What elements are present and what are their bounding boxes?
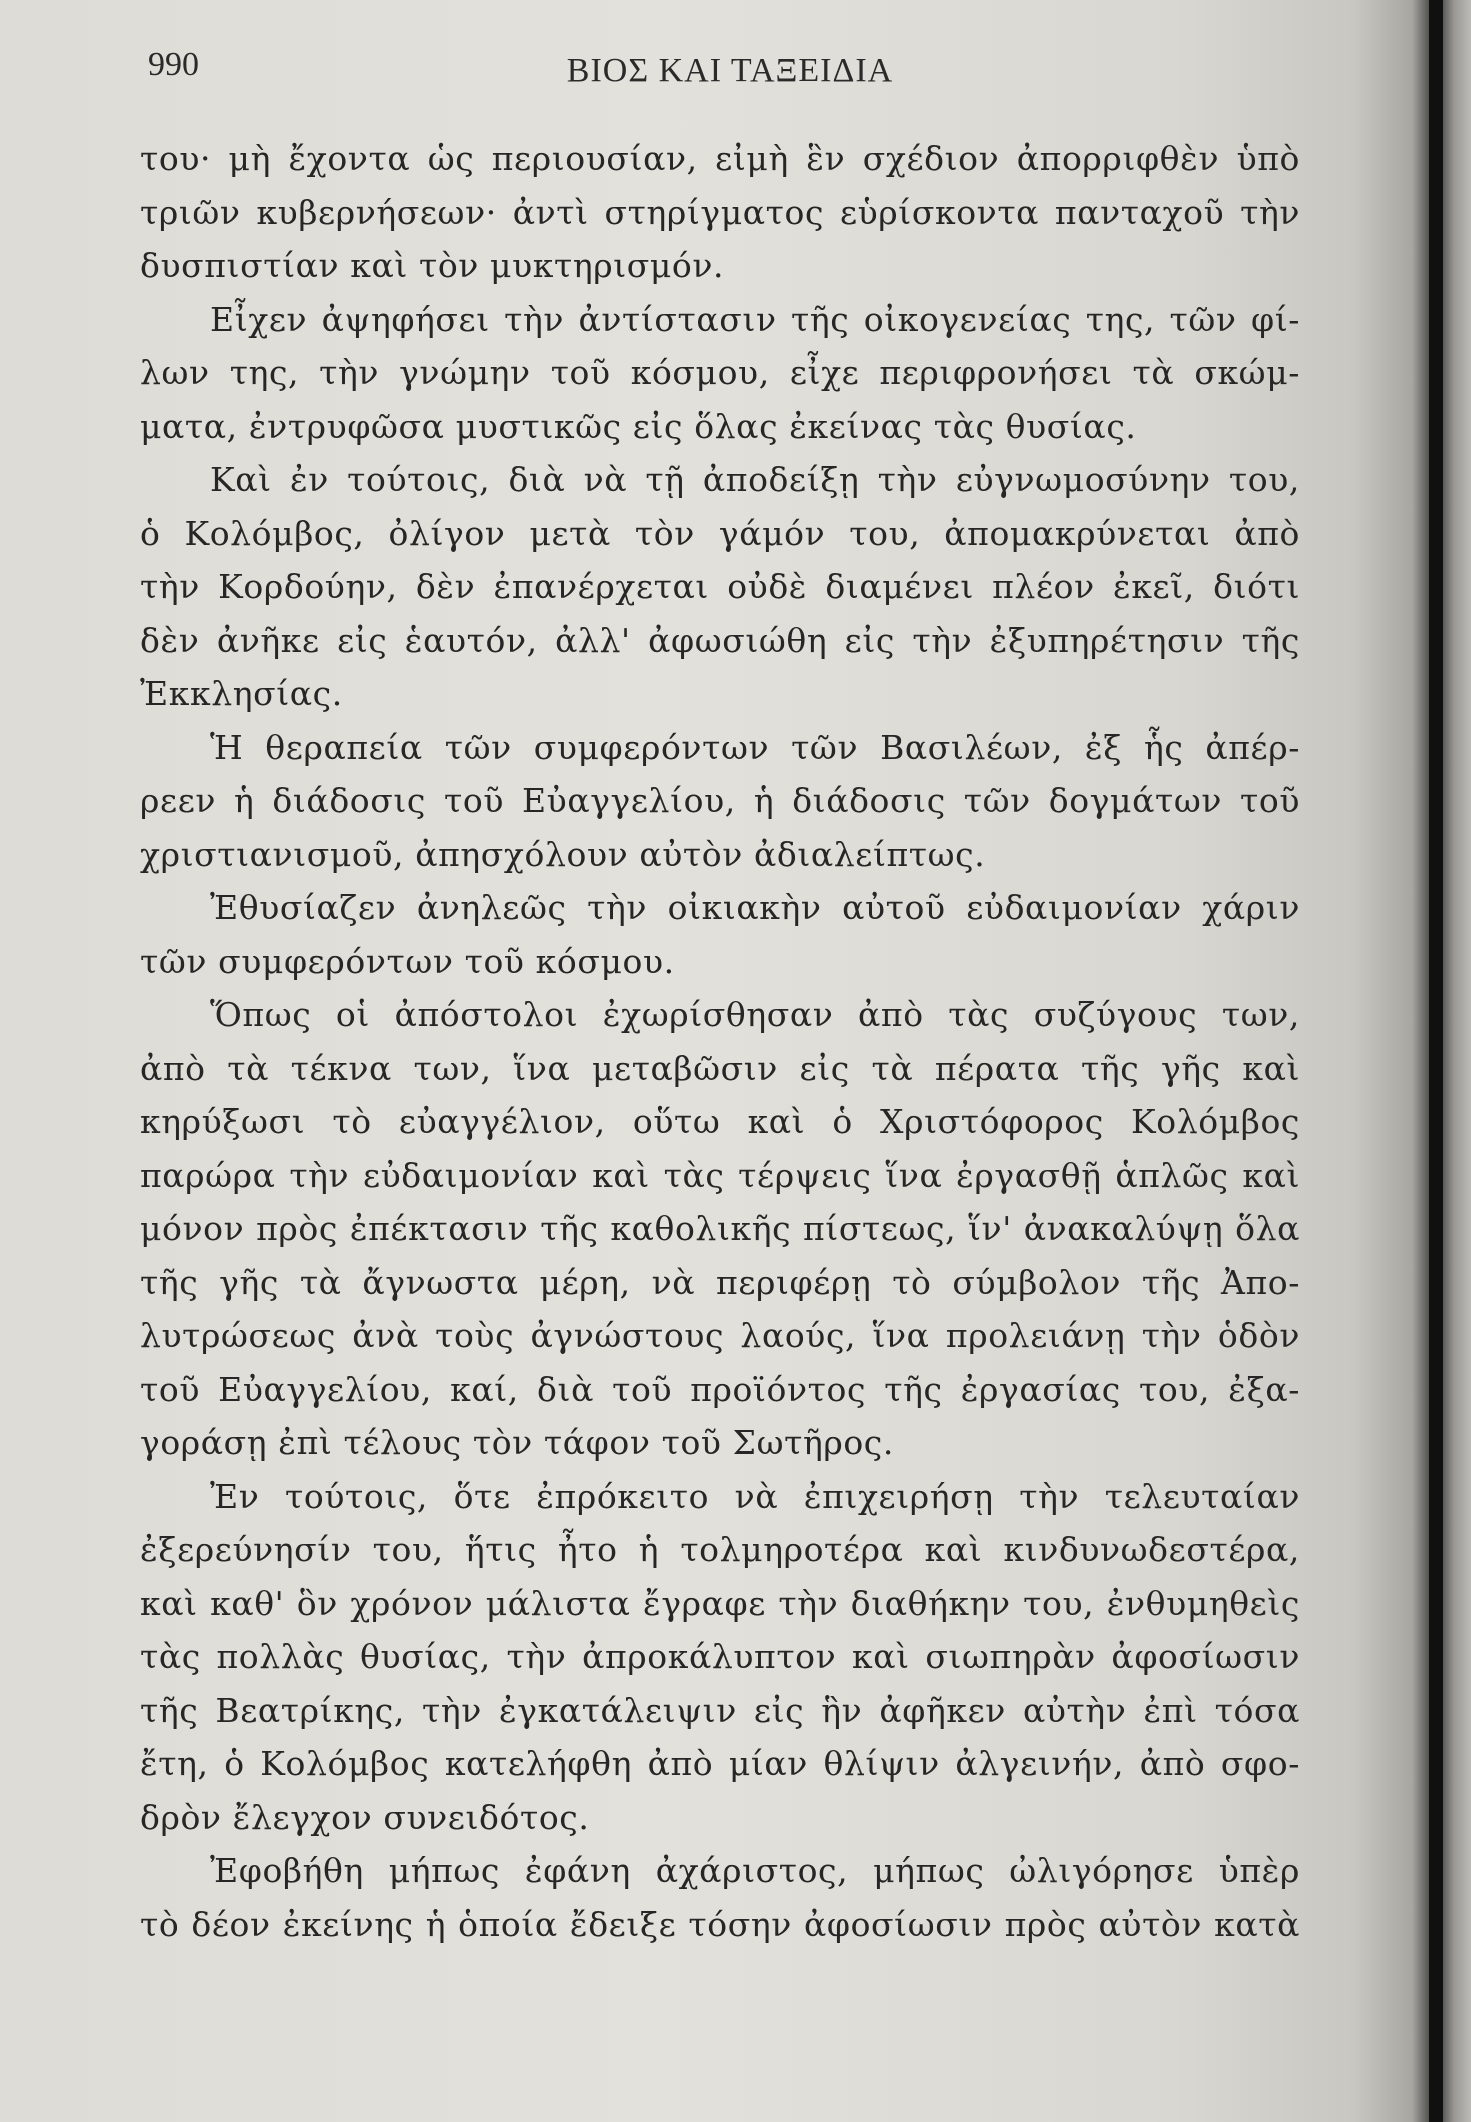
text-line: τὴν Κορδούην, δὲν ἐπανέρχεται οὐδὲ διαμένει πλέον ἐκεῖ, διότι bbox=[140, 567, 1300, 606]
text-line: κηρύξωσι τὸ εὐαγγέλιον, οὕτω καὶ ὁ Χριστόφορος Κολόμβος bbox=[140, 1102, 1300, 1141]
text-line: ἀπὸ τὰ τέκνα των, ἵνα μεταβῶσιν εἰς τὰ πέρατα τῆς γῆς καὶ bbox=[140, 1048, 1300, 1088]
body-text bbox=[140, 132, 1300, 1951]
text-line: λων της, τὴν γνώμην τοῦ κόσμου, εἶχε περιφρονήσει τὰ σκώμ- bbox=[140, 353, 1300, 392]
text-line: Ἐκκλησίας. bbox=[140, 674, 343, 713]
text-line: ρεεν ἡ διάδοσις τοῦ Εὐαγγελίου, ἡ διάδοσις τῶν δογμάτων τοῦ bbox=[140, 781, 1300, 820]
text-line: Ἐθυσίαζεν ἀνηλεῶς τὴν οἰκιακὴν αὐτοῦ εὐδαιμονίαν χάριν bbox=[210, 888, 1300, 927]
book-binding-shadow bbox=[1429, 0, 1443, 2122]
text-line: γοράσῃ ἐπὶ τέλους τὸν τάφον τοῦ Σωτῆρος. bbox=[140, 1423, 894, 1462]
text-line: δὲν ἀνῆκε εἰς ἑαυτόν, ἀλλ' ἀφωσιώθη εἰς τὴν ἐξυπηρέτησιν τῆς bbox=[140, 620, 1300, 660]
page-edge bbox=[1443, 0, 1471, 2122]
text-line: χριστιανισμοῦ, ἀπησχόλουν αὐτὸν ἀδιαλείπτως. bbox=[140, 834, 986, 874]
text-line: Καὶ ἐν τούτοις, διὰ νὰ τῇ ἀποδείξῃ τὴν εὐγνωμοσύνην του, bbox=[210, 460, 1300, 499]
text-line: τοῦ Εὐαγγελίου, καί, διὰ τοῦ προϊόντος τῆς ἐργασίας του, ἐξα- bbox=[140, 1369, 1300, 1409]
text-line: Ἐν τούτοις, ὅτε ἐπρόκειτο νὰ ἐπιχειρήσῃ τὴν τελευταίαν bbox=[210, 1476, 1300, 1516]
text-line: του· μὴ ἔχοντα ὡς περιουσίαν, εἰμὴ ἓν σχέδιον ἀπορριφθὲν ὑπὸ bbox=[140, 139, 1300, 178]
text-line: τὰς πολλὰς θυσίας, τὴν ἀπροκάλυπτον καὶ σιωπηρὰν ἀφοσίωσιν bbox=[140, 1637, 1300, 1676]
text-line: ματα, ἐντρυφῶσα μυστικῶς εἰς ὅλας ἐκείνας τὰς θυσίας. bbox=[140, 406, 1137, 446]
text-line: δυσπιστίαν καὶ τὸν μυκτηρισμόν. bbox=[140, 246, 725, 285]
page-header bbox=[140, 46, 1320, 106]
text-line: ἔτη, ὁ Κολόμβος κατελήφθη ἀπὸ μίαν θλίψιν ἀλγεινήν, ἀπὸ σφο- bbox=[140, 1744, 1300, 1783]
text-line: τῆς γῆς τὰ ἄγνωστα μέρη, νὰ περιφέρῃ τὸ σύμβολον τῆς Ἀπο- bbox=[140, 1262, 1300, 1302]
text-line: τῶν συμφερόντων τοῦ κόσμου. bbox=[140, 941, 675, 981]
text-line: τῆς Βεατρίκης, τὴν ἐγκατάλειψιν εἰς ἣν ἀφῆκεν αὐτὴν ἐπὶ τόσα bbox=[140, 1690, 1300, 1730]
text-line: παρώρα τὴν εὐδαιμονίαν καὶ τὰς τέρψεις ἵνα ἐργασθῇ ἁπλῶς καὶ bbox=[140, 1155, 1300, 1195]
running-head: ΒΙΟΣ ΚΑΙ ΤΑΞΕΙΔΙΑ bbox=[566, 52, 894, 89]
text-line: τὸ δέον ἐκείνης ἡ ὁποία ἔδειξε τόσην ἀφοσίωσιν πρὸς αὐτὸν κατὰ bbox=[140, 1904, 1300, 1944]
text-line: Ὅπως οἱ ἀπόστολοι ἐχωρίσθησαν ἀπὸ τὰς συζύγους των, bbox=[210, 995, 1300, 1034]
text-line: μόνον πρὸς ἐπέκτασιν τῆς καθολικῆς πίστεως, ἵν' ἀνακαλύψῃ ὅλα bbox=[140, 1209, 1300, 1248]
text-line: τριῶν κυβερνήσεων· ἀντὶ στηρίγματος εὑρίσκοντα πανταχοῦ τὴν bbox=[140, 192, 1300, 232]
text-line: καὶ καθ' ὃν χρόνον μάλιστα ἔγραφε τὴν διαθήκην του, ἐνθυμηθεὶς bbox=[140, 1583, 1300, 1623]
page-number: 990 bbox=[148, 46, 199, 83]
text-line: Ἐφοβήθη μήπως ἐφάνη ἀχάριστος, μήπως ὠλιγόρησε ὑπὲρ bbox=[210, 1851, 1300, 1890]
text-line: λυτρώσεως ἀνὰ τοὺς ἀγνώστους λαούς, ἵνα προλειάνῃ τὴν ὁδὸν bbox=[140, 1316, 1300, 1355]
text-line: ὁ Κολόμβος, ὀλίγον μετὰ τὸν γάμόν του, ἀπομακρύνεται ἀπὸ bbox=[140, 513, 1300, 553]
text-line: Εἶχεν ἀψηφήσει τὴν ἀντίστασιν τῆς οἰκογενείας της, τῶν φί- bbox=[210, 299, 1300, 339]
text-line: δρὸν ἔλεγχον συνειδότος. bbox=[140, 1797, 590, 1837]
text-line: ἐξερεύνησίν του, ἥτις ἦτο ἡ τολμηροτέρα καὶ κινδυνωδεστέρα, bbox=[140, 1530, 1300, 1569]
text-line: Ἡ θεραπεία τῶν συμφερόντων τῶν Βασιλέων, ἐξ ἧς ἀπέρ- bbox=[210, 727, 1300, 767]
